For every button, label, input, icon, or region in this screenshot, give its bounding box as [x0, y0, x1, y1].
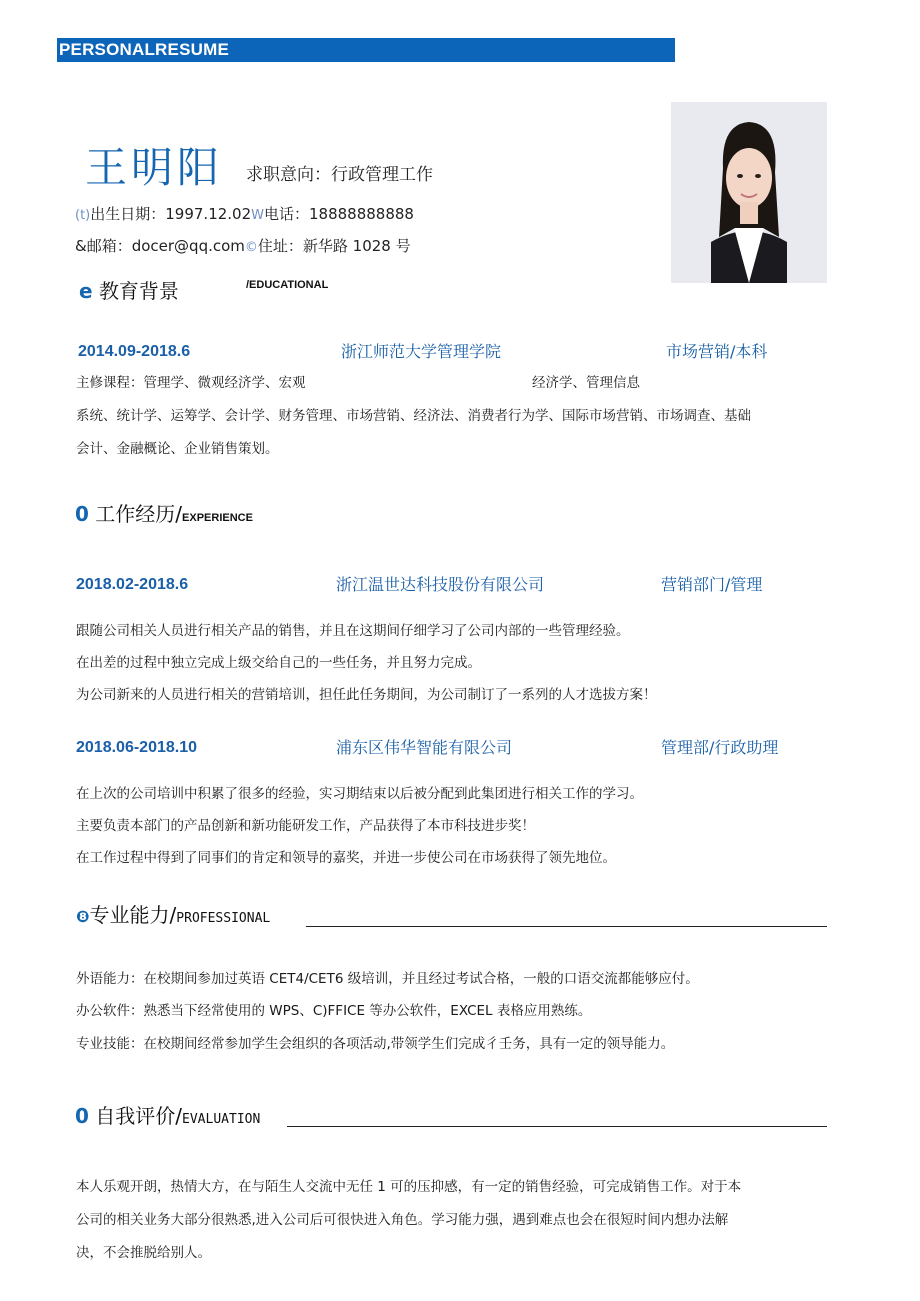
- phone-icon: W: [251, 208, 264, 223]
- skills-title: 专业能力/: [89, 903, 177, 927]
- experience-icon: 0: [75, 502, 89, 526]
- education-courses-2: 系统、统计学、运筹学、会计学、财务管理、市场营销、经济法、消费者行为学、国际市场营销、市场调查、基础: [76, 408, 751, 424]
- education-title: 教育背景: [98, 279, 179, 303]
- location-icon: ©: [244, 240, 258, 255]
- evaluation-heading: [75, 1102, 260, 1134]
- skill-line: 专业技能：在校期间经常参加学生会组织的各项活动,带领学生们完成彳壬务，具有一定的领导能力。: [76, 1036, 675, 1052]
- home-address: 住址：新华路 1028 号: [257, 237, 411, 255]
- phone-number: 电话：18888888888: [264, 205, 414, 223]
- job-1-line: 在出差的过程中独立完成上级交给自己的一些任务，并且努力完成。: [76, 655, 481, 671]
- education-courses-3: 会计、金融概论、企业销售策划。: [76, 441, 279, 457]
- education-date: 2014.09-2018.6: [78, 343, 191, 360]
- education-major: 市场营销/本科: [666, 342, 768, 361]
- calendar-icon: (t): [75, 208, 91, 223]
- candidate-name: 王明阳: [85, 143, 224, 192]
- evaluation-line: 公司的相关业务大部分很熟悉,进入公司后可很快进入角色。学习能力强，遇到难点也会在很短时间内想办法解: [76, 1212, 729, 1228]
- portrait-image: [671, 102, 827, 283]
- job-2-company: 浦东区伟华智能有限公司: [336, 738, 513, 757]
- skills-divider: [306, 926, 827, 927]
- evaluation-line: 决，不会推脱给别人。: [76, 1245, 211, 1261]
- birth-date: 出生日期：1997.12.02: [90, 205, 252, 223]
- education-courses-1b: 经济学、管理信息: [532, 375, 640, 391]
- skills-heading: [76, 901, 270, 933]
- education-en-title: /EDUCATIONAL: [246, 279, 329, 291]
- email-icon: &: [75, 237, 87, 255]
- skill-line: 办公软件：熟悉当下经常使用的 WPS、C)FFICE 等办公软件，EXCEL 表格应用熟练。: [76, 1003, 592, 1019]
- evaluation-line: 本人乐观开朗，热情大方，在与陌生人交流中无任 1 可的压抑感，有一定的销售经验，可完成销售工作。对于本: [76, 1179, 742, 1195]
- job-2-line: 在工作过程中得到了同事们的肯定和领导的嘉奖，并进一步使公司在市场获得了领先地位。: [76, 850, 616, 866]
- job-2-line: 在上次的公司培训中积累了很多的经验，实习期结束以后被分配到此集团进行相关工作的学习。: [76, 786, 643, 802]
- job-2-role: 管理部/行政助理: [661, 738, 779, 757]
- job-1-line: 为公司新来的人员进行相关的营销培训，担任此任务期间，为公司制订了一系列的人才选拔方案！: [76, 687, 657, 703]
- skills-icon: ❽: [76, 907, 90, 926]
- education-heading: [79, 277, 179, 305]
- education-courses-1a: 主修课程：管理学、微观经济学、宏观: [76, 375, 306, 391]
- job-objective: 求职意向：行政管理工作: [246, 165, 433, 185]
- education-school: 浙江师范大学管理学院: [341, 342, 502, 361]
- job-1-company: 浙江温世达科技股份有限公司: [336, 575, 545, 594]
- evaluation-title: 自我评价/: [95, 1104, 183, 1128]
- experience-title: 工作经历/: [95, 502, 183, 526]
- experience-en-title: EXPERIENCE: [182, 512, 253, 524]
- contact-line-1: [75, 203, 414, 227]
- experience-heading: [75, 500, 253, 532]
- skills-en-title: PROFESSIONAL: [176, 911, 271, 926]
- job-2-date: 2018.06-2018.10: [76, 739, 197, 756]
- education-icon: e: [79, 279, 93, 303]
- job-1-role: 营销部门/管理: [661, 575, 763, 594]
- evaluation-icon: 0: [75, 1104, 89, 1128]
- skill-line: 外语能力：在校期间参加过英语 CET4/CET6 级培训，并且经过考试合格，一般的口语交流都能够应付。: [76, 971, 699, 987]
- job-1-date: 2018.02-2018.6: [76, 576, 189, 593]
- job-1-line: 跟随公司相关人员进行相关产品的销售，并且在这期间仔细学习了公司内部的一些管理经验。: [76, 623, 630, 639]
- job-2-line: 主要负责本部门的产品创新和新功能研发工作，产品获得了本市科技进步奖！: [76, 818, 535, 834]
- evaluation-divider: [287, 1126, 827, 1127]
- email-address: 邮箱：docer@qq.com: [86, 237, 245, 255]
- profile-photo: [671, 102, 827, 283]
- resume-banner: PERSONALRESUME: [57, 38, 675, 62]
- evaluation-en-title: EVALUATION: [182, 1112, 261, 1127]
- contact-line-2: [75, 235, 411, 259]
